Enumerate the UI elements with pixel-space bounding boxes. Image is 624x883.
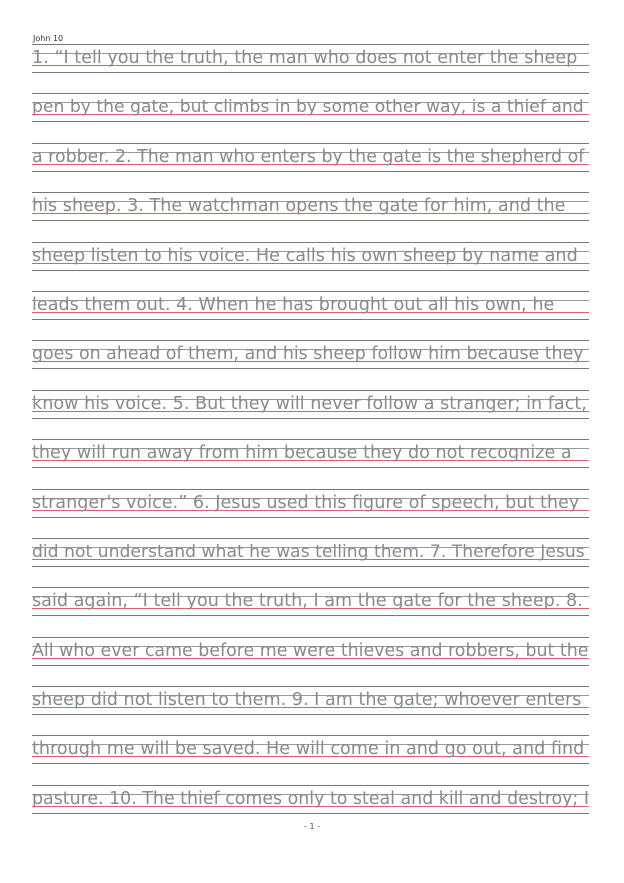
practice-line [32, 242, 589, 291]
practice-line [32, 735, 589, 784]
trace-text-line: sheep did not listen to them. 9. I am the gate; whoever enters [32, 690, 582, 711]
top-rule [32, 390, 589, 391]
trace-text-line: did not understand what he was telling them. 7. Therefore Jesus [32, 541, 585, 562]
trace-text-line: All who ever came before me were thieves and robbers, but the [32, 640, 589, 661]
top-rule [32, 143, 589, 144]
trace-text-line: said again, “I tell you the truth, I am the gate for the sheep. 8. [32, 591, 583, 612]
practice-line [32, 587, 589, 636]
page-title: John 10 [33, 34, 64, 43]
top-rule [32, 340, 589, 341]
descender-rule [32, 220, 589, 221]
descender-rule [32, 665, 589, 666]
practice-line [32, 93, 589, 142]
descender-rule [32, 319, 589, 320]
practice-line [32, 44, 589, 93]
trace-text-line: 1. “I tell you the truth, the man who does not enter the sheep [32, 48, 578, 68]
trace-text-line: pen by the gate, but climbs in by some other way, is a thief and [32, 97, 584, 118]
top-rule [32, 637, 589, 638]
handwriting-practice-area [32, 44, 589, 834]
practice-line [32, 439, 589, 488]
trace-text-line: know his voice. 5. But they will never follow a stranger; in fact, [32, 393, 587, 414]
practice-line [32, 637, 589, 686]
descender-rule [32, 615, 589, 616]
page-number: - 1 - [304, 822, 320, 831]
top-rule [32, 587, 589, 588]
trace-text-line: goes on ahead of them, and his sheep follow him because they [32, 344, 584, 365]
trace-text-line: through me will be saved. He will come in and go out, and find [32, 739, 585, 760]
trace-text-line: pasture. 10. The thief comes only to steal and kill and destroy; I [32, 788, 589, 809]
descender-rule [32, 813, 589, 814]
descender-rule [32, 566, 589, 567]
trace-text-line: stranger's voice.” 6. Jesus used this figure of speech, but they [32, 492, 580, 513]
descender-rule [32, 418, 589, 419]
descender-rule [32, 467, 589, 468]
descender-rule [32, 763, 589, 764]
top-rule [32, 489, 589, 490]
trace-text-line: sheep listen to his voice. He calls his own sheep by name and [32, 245, 578, 266]
trace-text-line: they will run away from him because they do not recognize a [32, 443, 572, 464]
trace-text-line: a robber. 2. The man who enters by the gate is the shepherd of [32, 146, 585, 167]
top-rule [32, 538, 589, 539]
trace-text-line: his sheep. 3. The watchman opens the gate for him, and the [32, 196, 566, 217]
practice-line [32, 390, 589, 439]
top-rule [32, 735, 589, 736]
practice-line [32, 686, 589, 735]
descender-rule [32, 714, 589, 715]
practice-line [32, 489, 589, 538]
top-rule [32, 192, 589, 193]
top-rule [32, 785, 589, 786]
descender-rule [32, 517, 589, 518]
descender-rule [32, 121, 589, 122]
top-rule [32, 439, 589, 440]
descender-rule [32, 72, 589, 73]
practice-line [32, 143, 589, 192]
practice-line [32, 192, 589, 241]
top-rule [32, 242, 589, 243]
top-rule [32, 291, 589, 292]
trace-text-line: leads them out. 4. When he has brought out all his own, he [32, 294, 555, 315]
top-rule [32, 686, 589, 687]
descender-rule [32, 368, 589, 369]
top-rule [32, 93, 589, 94]
descender-rule [32, 171, 589, 172]
descender-rule [32, 270, 589, 271]
practice-line [32, 340, 589, 389]
top-rule [32, 44, 589, 45]
practice-line [32, 291, 589, 340]
practice-line [32, 538, 589, 587]
